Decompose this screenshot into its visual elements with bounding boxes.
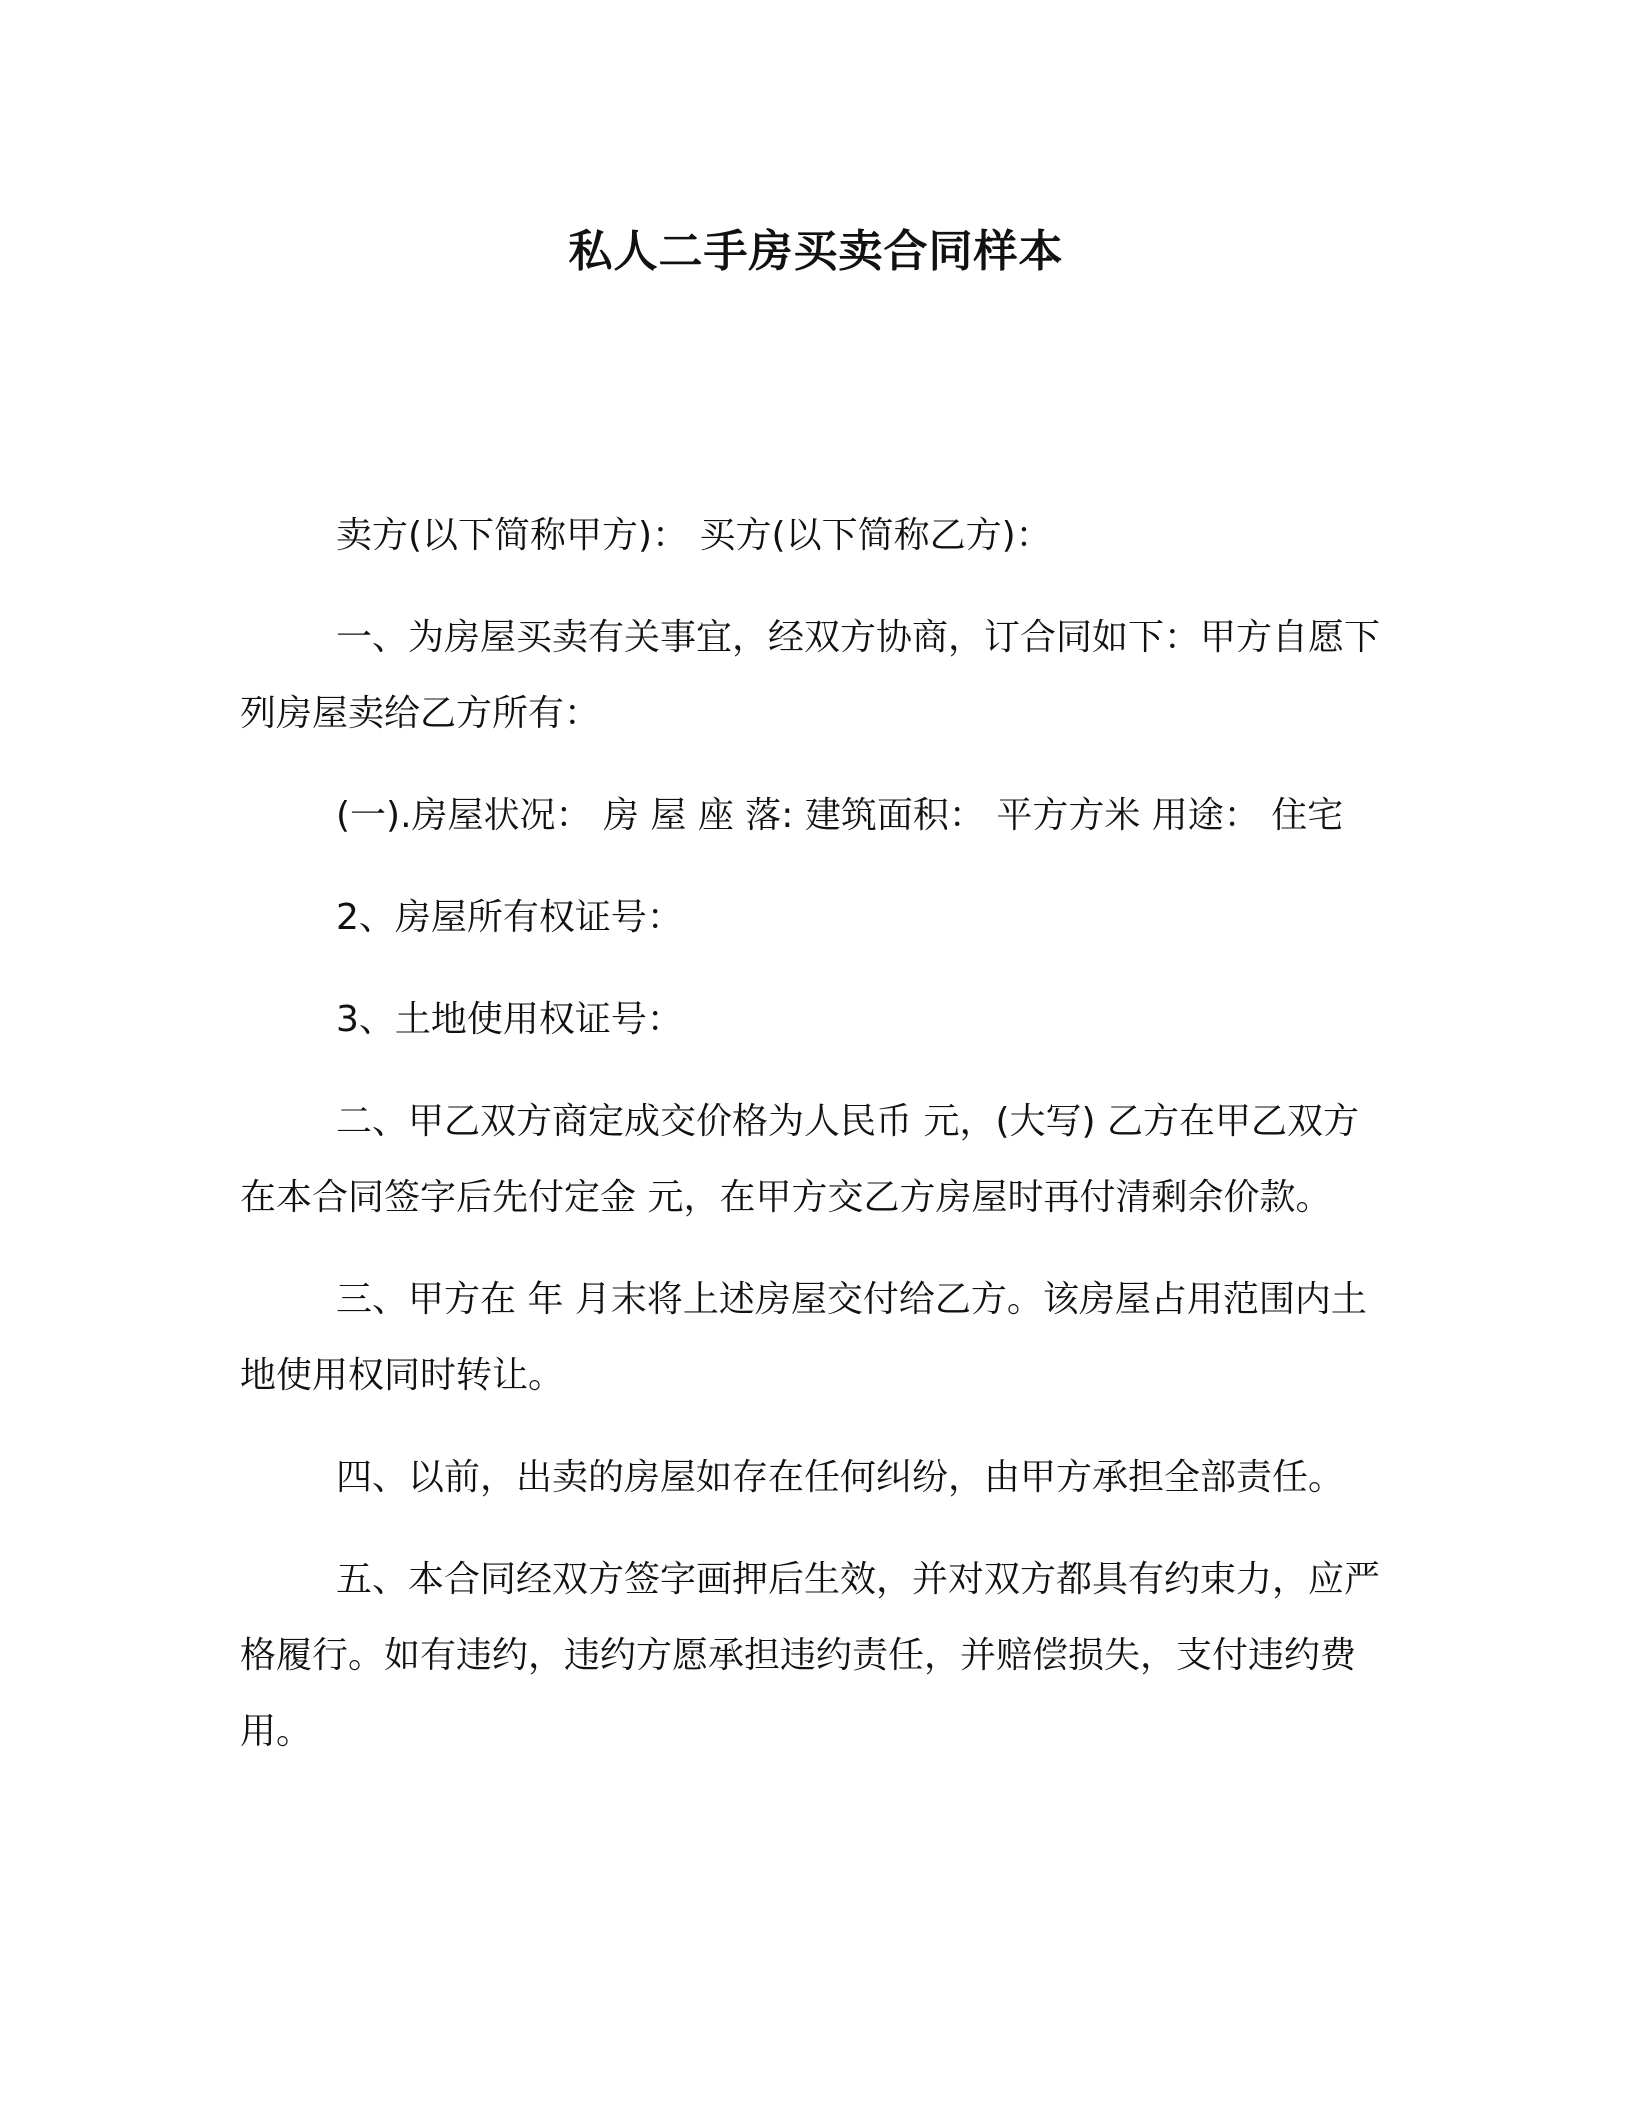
document-body: [240, 498, 1380, 1796]
document-title: 私人二手房买卖合同样本: [568, 226, 1064, 277]
clause-five-paragraph: 五、本合同经双方签字画押后生效，并对双方都具有约束力，应严格履行。如有违约，违约方愿承担违约责任，并赔偿损失，支付违约费用。: [240, 1559, 1381, 1752]
clause-three-paragraph: 三、甲方在 年 月末将上述房屋交付给乙方。该房屋占用范围内土地使用权同时转让。: [240, 1279, 1367, 1396]
land-use-certificate-paragraph: 3、土地使用权证号：: [336, 999, 683, 1040]
clause-two-paragraph: 二、甲乙双方商定成交价格为人民币 元，(大写) 乙方在甲乙双方在本合同签字后先付定金 元，在甲方交乙方房屋时再付清剩余价款。: [240, 1101, 1359, 1218]
clause-one-paragraph: 一、为房屋买卖有关事宜，经双方协商，订合同如下：甲方自愿下列房屋卖给乙方所有：: [240, 617, 1381, 734]
clause-four-paragraph: 四、以前，出卖的房屋如存在任何纠纷，由甲方承担全部责任。: [336, 1457, 1345, 1498]
property-status-paragraph: (一).房屋状况： 房 屋 座 落: 建筑面积： 平方方米 用途： 住宅: [336, 795, 1344, 836]
ownership-certificate-paragraph: 2、房屋所有权证号：: [336, 897, 683, 938]
parties-paragraph: 卖方(以下简称甲方)： 买方(以下简称乙方)：: [336, 515, 1052, 556]
